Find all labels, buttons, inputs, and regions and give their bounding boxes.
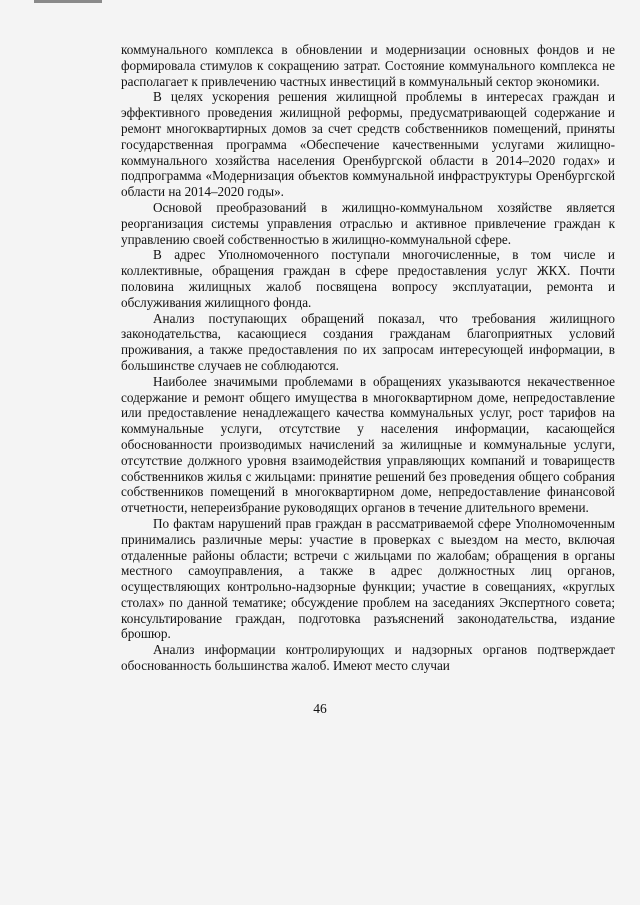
paragraph-2: В целях ускорения решения жилищной проблемы в интересах граждан и эффективного проведения жилищной реформы, предусматривающей содержание и ремонт многоквартирных домов за счет средств собственников помещений, приняты государственная программа «Обеспечение качественными услугами жилищно-коммунального хозяйства населения Оренбургской области в 2014–2020 годах» и подпрограмма «Модернизация объектов коммунальной инфраструктуры Оренбургской области на 2014–2020 годы». xyxy=(121,89,615,200)
paragraph-7: По фактам нарушений прав граждан в рассматриваемой сфере Уполномоченным принимались различные меры: участие в проверках с выездом на место, включая отдаленные районы области; встречи с жильцами по жалобам; обращения в органы местного самоуправления, а также в адрес должностных лиц органов, осуществляющих контрольно-надзорные функции; участие в совещаниях, «круглых столах» по данной тематике; обсуждение проблем на заседаниях Экспертного совета; консультирование граждан, подготовка разъяснений законодательства, издание брошюр. xyxy=(121,515,615,642)
body-text xyxy=(121,42,615,674)
paragraph-3: Основой преобразований в жилищно-коммунальном хозяйстве является реорганизация системы управления отраслью и активное привлечение граждан к управлению своей собственностью в жилищно-коммунальной сфере. xyxy=(121,199,615,247)
paragraph-8: Анализ информации контролирующих и надзорных органов подтверждает обоснованность большинства жалоб. Имеют место случаи xyxy=(121,642,615,674)
paragraph-5: Анализ поступающих обращений показал, что требования жилищного законодательства, касающиеся создания гражданам благоприятных условий проживания, а также предоставления по их запросам интересующей информации, в большинстве случаев не соблюдаются. xyxy=(121,310,615,373)
paragraph-6: Наиболее значимыми проблемами в обращениях указываются некачественное содержание и ремонт общего имущества в многоквартирном доме, непредоставление или предоставление ненадлежащего качества коммунальных услуг, рост тарифов на коммунальные услуги, отсутствие у населения информации, касающейся обоснованности производимых начислений за жилищные и коммунальные услуги, отсутствие должного уровня взаимодействия управляющих компаний и товариществ собственников жилья с жильцами: принятие решений без проведения общего собрания собственников помещений в многоквартирном доме, непредоставление финансовой отчетности, непереизбрание руководящих органов в течение длительного времени. xyxy=(121,373,615,516)
scan-edge-mark xyxy=(34,0,102,3)
paragraph-1: коммунального комплекса в обновлении и модернизации основных фондов и не формировала стимулов к сокращению затрат. Состояние коммунального комплекса не располагает к привлечению частных инвестиций в коммунальный сектор экономики. xyxy=(121,42,615,89)
page-number: 46 xyxy=(313,701,327,716)
paragraph-4: В адрес Уполномоченного поступали многочисленные, в том числе и коллективные, обращения граждан в сфере предоставления услуг ЖКХ. Почти половина жилищных жалоб посвящена вопросу эксплуатации, ремонта и обслуживания жилищного фонда. xyxy=(121,247,615,310)
